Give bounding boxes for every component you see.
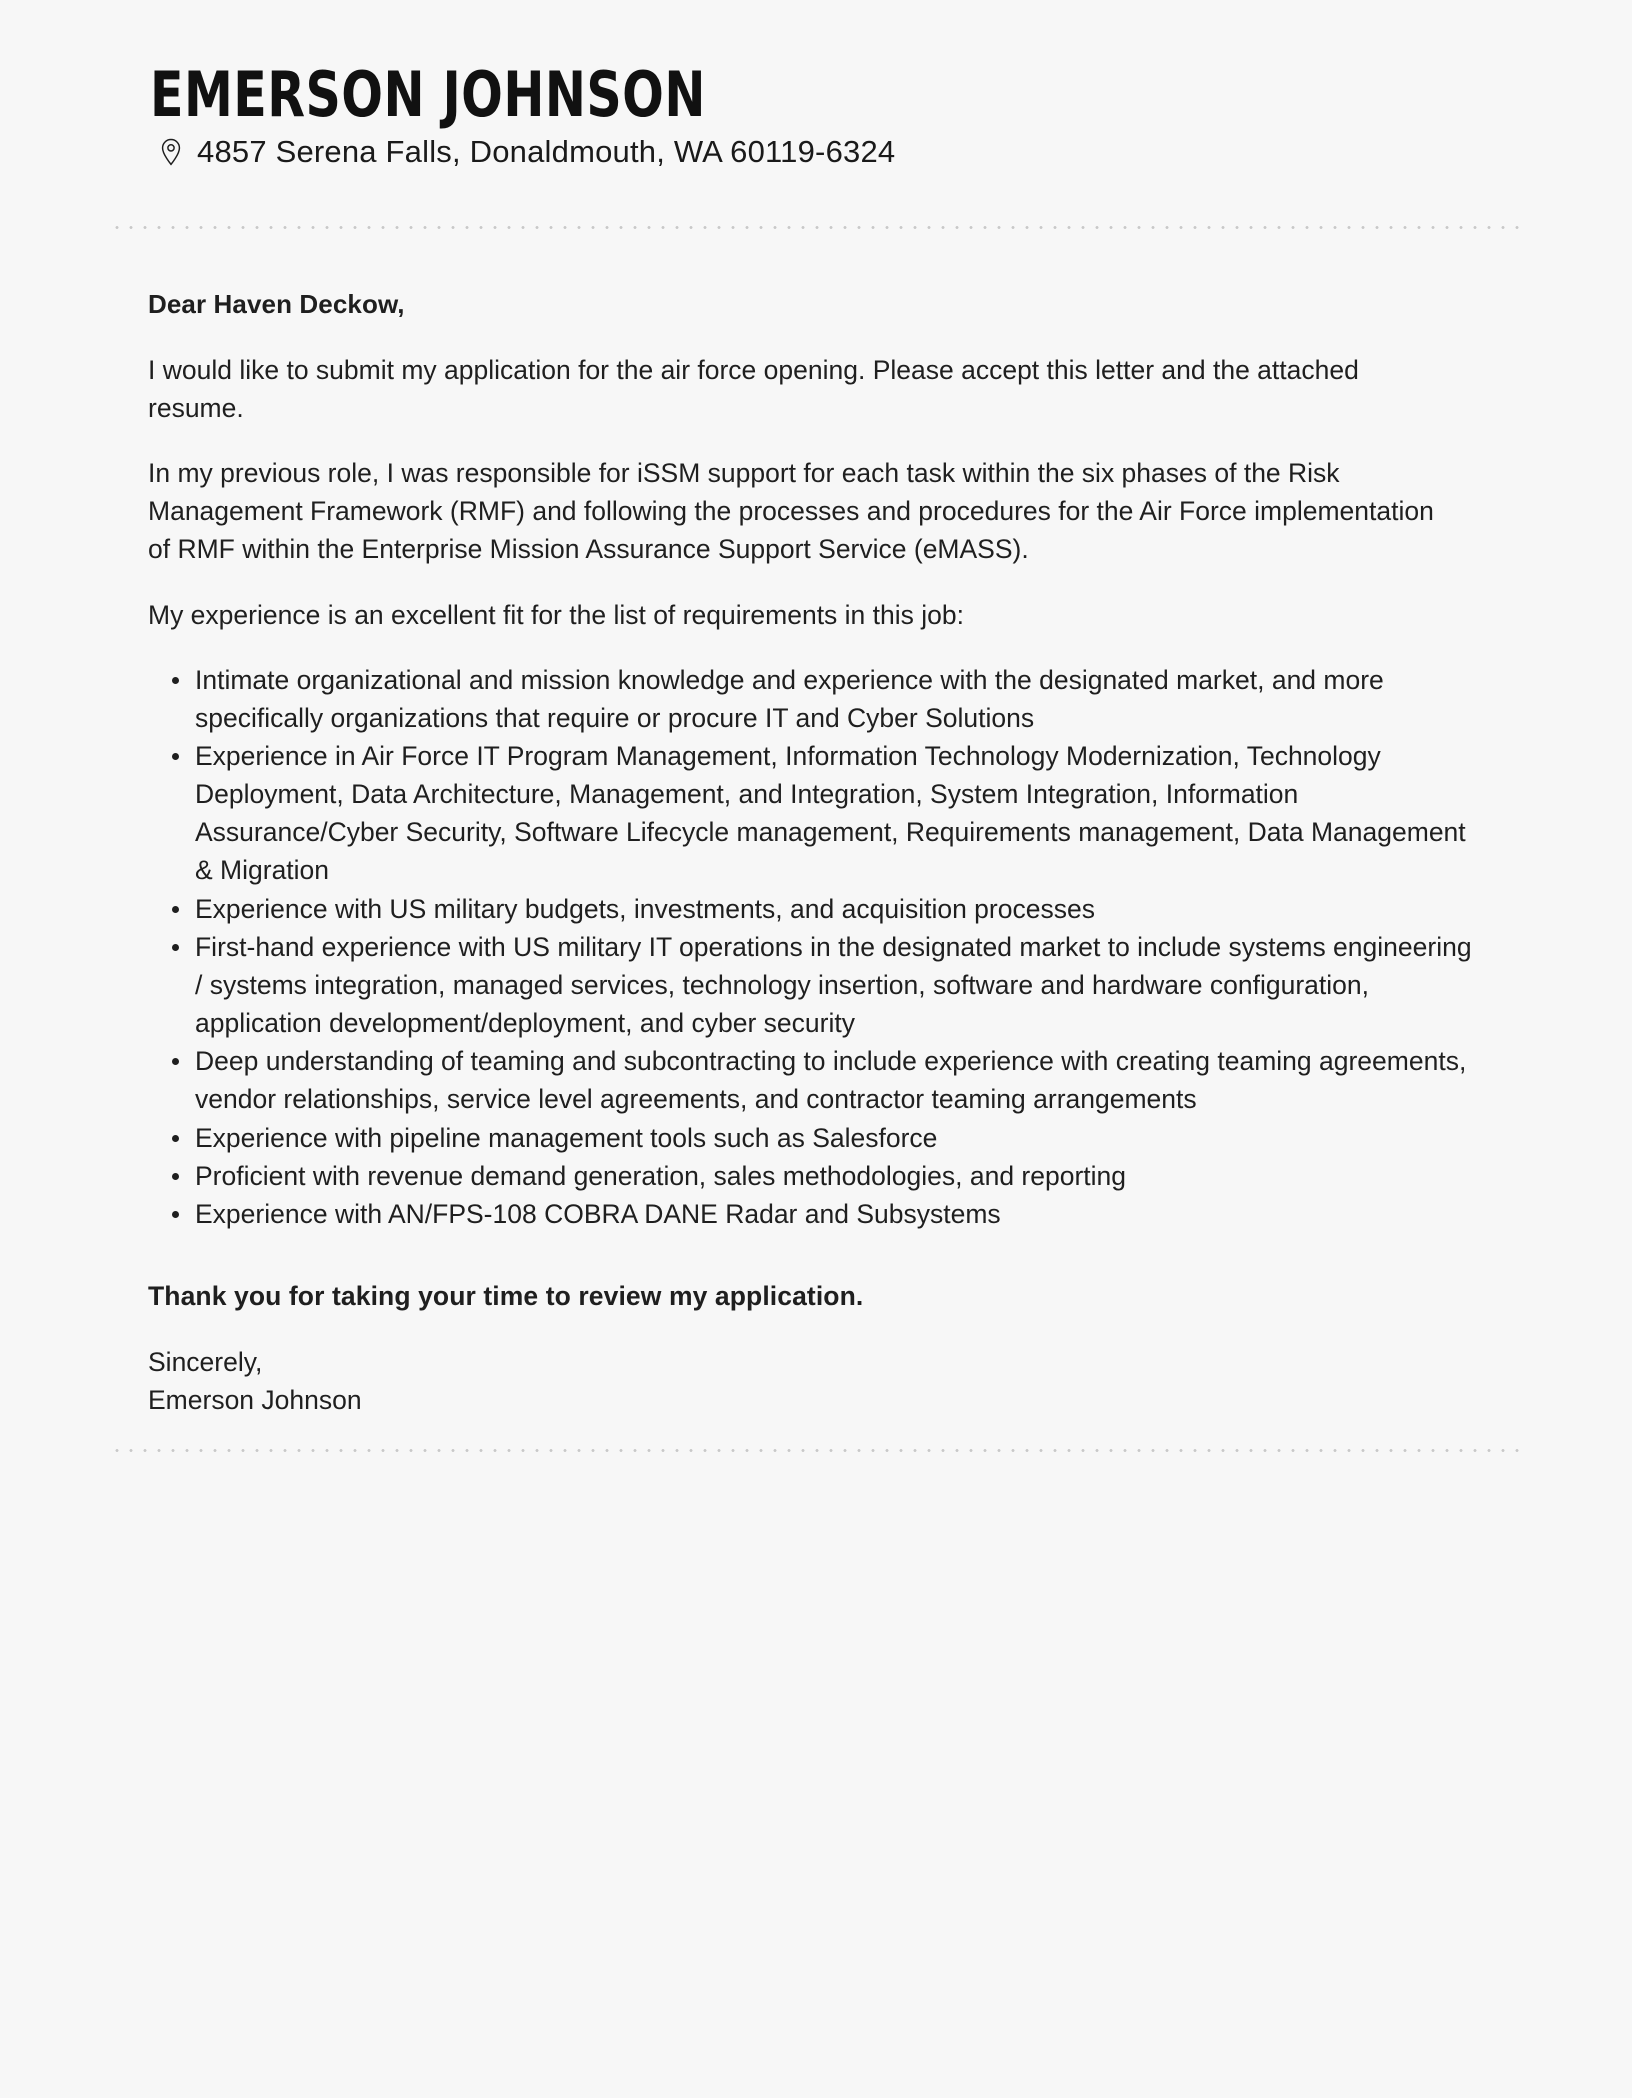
contact-address-line <box>158 133 1632 170</box>
experience-paragraph: In my previous role, I was responsible for iSSM support for each task within the six phases of the Risk Management Framework (RMF) and following the processes and procedures for the Air Force implementation of RMF within the Enterprise Mission Assurance Support Service (eMASS). <box>148 458 1434 565</box>
salutation: Dear Haven Deckow, <box>148 289 405 320</box>
list-item: Proficient with revenue demand generation, sales methodologies, and reporting <box>148 1157 1482 1195</box>
intro-paragraph: I would like to submit my application for the air force opening. Please accept this letter and the attached resume. <box>148 354 1359 423</box>
letter-body <box>148 229 1482 1449</box>
body-bottom-spacer <box>148 1419 1482 1449</box>
address-text: 4857 Serena Falls, Donaldmouth, WA 60119-6324 <box>197 134 896 170</box>
list-item: Experience with US military budgets, investments, and acquisition processes <box>148 890 1482 928</box>
list-item: Experience in Air Force IT Program Management, Information Technology Modernization, Technology Deployment, Data Architecture, Management, and Integration, System Integration, Information Assurance/Cyber Security, Software Lifecycle management, Requirements management, Data Management & Migration <box>148 737 1482 890</box>
location-pin-icon <box>158 136 184 168</box>
divider-bottom <box>110 1449 1522 1452</box>
page-title: EMERSON JOHNSON <box>150 58 706 131</box>
requirements-lead-in: My experience is an excellent fit for the list of requirements in this job: <box>148 599 964 630</box>
signature-block <box>148 1343 1482 1419</box>
signature-name: Emerson Johnson <box>148 1385 362 1416</box>
list-item: Experience with AN/FPS-108 COBRA DANE Radar and Subsystems <box>148 1195 1482 1233</box>
thank-you-line: Thank you for taking your time to review my application. <box>148 1281 864 1311</box>
list-item: Intimate organizational and mission knowledge and experience with the designated market, and more specifically organizations that require or procure IT and Cyber Solutions <box>148 661 1482 737</box>
sign-off: Sincerely, <box>148 1347 263 1378</box>
list-item: Deep understanding of teaming and subcontracting to include experience with creating teaming agreements, vendor relationships, service level agreements, and contractor teaming arrangements <box>148 1042 1482 1118</box>
letter-header <box>0 0 1632 170</box>
requirements-list <box>148 661 1482 1233</box>
list-item: First-hand experience with US military IT operations in the designated market to include systems engineering / systems integration, managed services, technology insertion, software and hardware configuration, application development/deployment, and cyber security <box>148 928 1482 1042</box>
list-item: Experience with pipeline management tools such as Salesforce <box>148 1119 1482 1157</box>
